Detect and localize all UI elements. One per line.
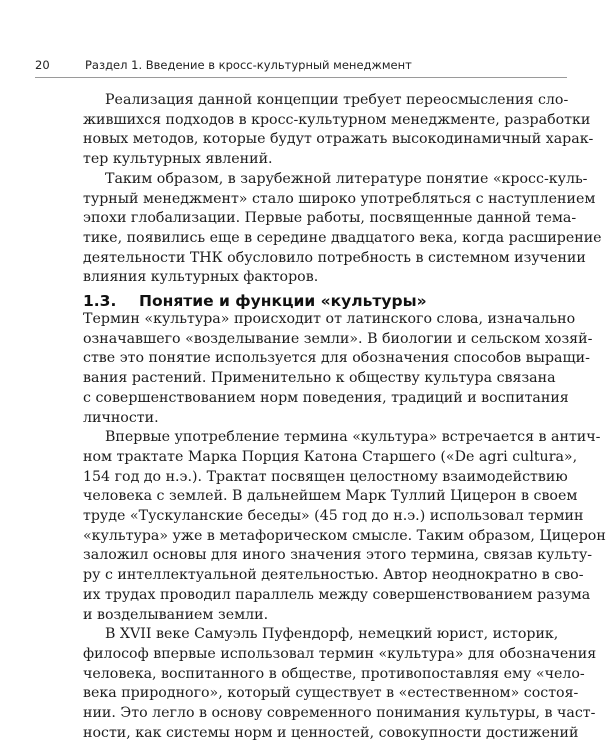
text-line: человека, воспитанного в обществе, противопоставляя ему «чело- (83, 665, 585, 682)
text-line: философ впервые использовал термин «культура» для обозначения (83, 645, 597, 662)
running-title: Раздел 1. Введение в кросс-культурный менеджмент (85, 58, 412, 72)
text-line: «культура» уже в метафорическом смысле. Таким образом, Цицерон (83, 527, 606, 544)
paragraph (83, 625, 597, 743)
body-text-top (83, 91, 602, 288)
text-line: стве это понятие используется для обозначения способов выращи- (83, 350, 590, 367)
text-line: труде «Тускуланские беседы» (45 год до н.э.) использовал термин (83, 508, 584, 525)
text-line: Таким образом, в зарубежной литературе понятие «кросс-куль- (105, 170, 588, 187)
text-line: и возделыванием земли. (83, 606, 269, 623)
running-header (35, 52, 567, 78)
body-text-bottom (83, 310, 606, 743)
text-line: вания растений. Применительно к обществу культура связана (83, 370, 556, 387)
text-line: турный менеджмент» стало широко употребляться с наступлением (83, 190, 596, 207)
text-line: жившихся подходов в кросс-культурном менеджменте, разработки (83, 111, 591, 128)
text-line: человека с землей. В дальнейшем Марк Туллий Цицерон в своем (83, 488, 578, 505)
text-line: тике, появились еще в середине двадцатого века, когда расширение (83, 229, 602, 246)
text-line: Реализация данной концепции требует переосмысления сло- (105, 92, 569, 108)
paragraph (83, 170, 602, 288)
text-line: тер культурных явлений. (83, 151, 273, 168)
text-line: Термин «культура» происходит от латинского слова, изначально (83, 311, 576, 327)
text-line: Впервые употребление термина «культура» встречается в антич- (105, 429, 601, 446)
text-line: заложил основы для иного значения этого термина, связав культу- (83, 547, 593, 564)
text-line: 154 год до н.э.). Трактат посвящен целостному взаимодействию (83, 468, 568, 485)
text-line: деятельности ТНК обусловило потребность в системном изучении (83, 249, 586, 266)
text-line: нии. Это легло в основу современного понимания культуры, в част- (83, 705, 596, 722)
section-heading (83, 292, 513, 310)
text-line: новых методов, которые будут отражать высокодинамичный харак- (83, 131, 594, 148)
text-line: означавшего «возделывание земли». В биологии и сельском хозяй- (83, 330, 593, 347)
section-number: 1.3. (83, 292, 117, 310)
text-line: В XVII веке Самуэль Пуфендорф, немецкий юрист, историк, (105, 626, 559, 643)
paragraph (83, 91, 594, 170)
section-title: Понятие и функции «культуры» (139, 292, 427, 310)
text-line: эпохи глобализации. Первые работы, посвященные данной тема- (83, 210, 577, 227)
paragraph (83, 428, 606, 625)
page-number: 20 (35, 58, 50, 72)
text-line: их трудах проводил параллель между совершенствованием разума (83, 586, 591, 603)
text-line: века природного», который существует в «естественном» состоя- (83, 685, 579, 702)
text-line: с совершенствованием норм поведения, традиций и воспитания (83, 389, 569, 406)
header-rule (35, 77, 567, 78)
text-line: влияния культурных факторов. (83, 269, 319, 286)
paragraph (83, 310, 593, 428)
text-line: ру с интеллектуальной деятельностью. Автор неоднократно в сво- (83, 567, 584, 584)
text-line: личности. (83, 409, 159, 426)
text-line: ном трактате Марка Порция Катона Старшего («De agri cultura», (83, 448, 578, 465)
text-line: ности, как системы норм и ценностей, совокупности достижений (83, 724, 579, 741)
